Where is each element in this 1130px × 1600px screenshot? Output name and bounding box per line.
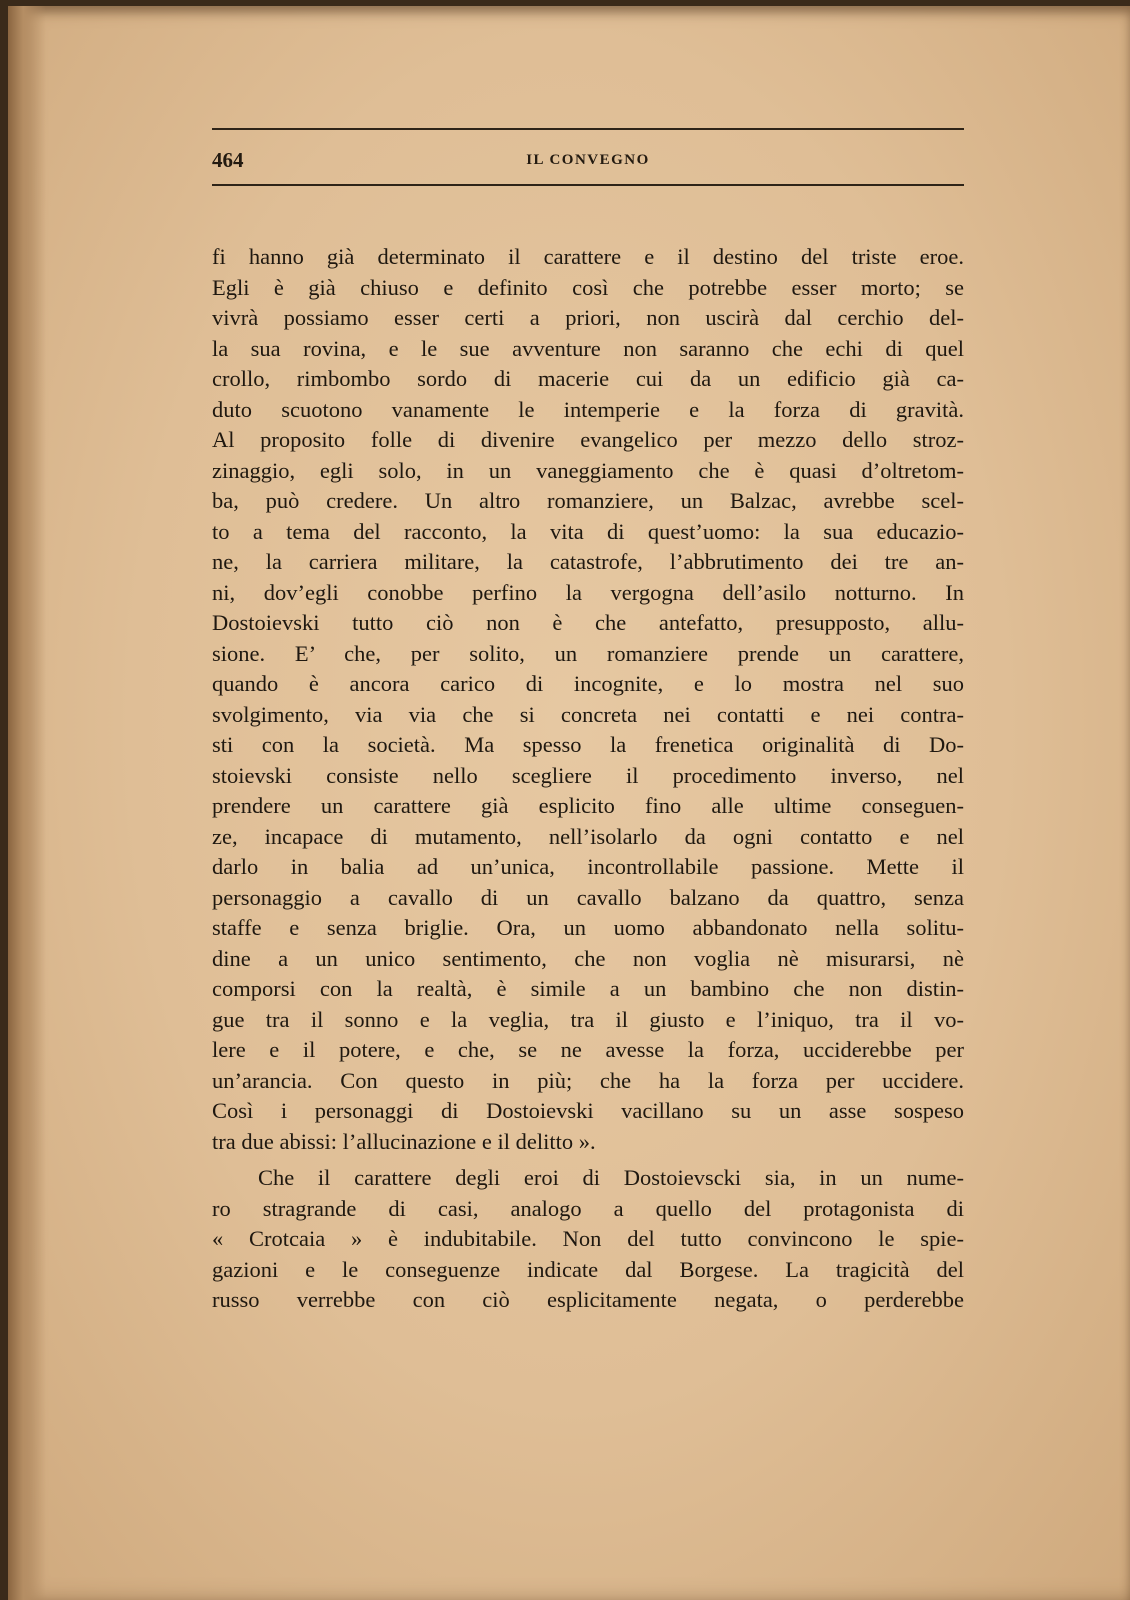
text-line: crollo, rimbombo sordo di macerie cui da un edificio già ca- [212, 366, 964, 391]
text-line: la sua rovina, e le sue avventure non saranno che echi di quel [212, 335, 964, 361]
text-line: fi hanno già determinato il carattere e il destino del triste eroe. [212, 244, 964, 269]
text-line: ba, può credere. Un altro romanziere, un Balzac, avrebbe scel- [212, 488, 964, 513]
body-text [212, 242, 964, 1316]
text-line: prendere un carattere già esplicito fino alle ultime conseguen- [212, 793, 964, 818]
text-line: tra due abissi: l’allucinazione e il delitto ». [212, 1128, 596, 1154]
text-line: dine a un unico sentimento, che non voglia nè misurarsi, nè [212, 945, 964, 971]
running-header [212, 148, 964, 176]
text-line: svolgimento, via via che si concreta nei contatti e nei contra- [212, 701, 964, 727]
text-line: Che il carattere degli eroi di Dostoievscki sia, in un nume- [258, 1165, 964, 1190]
text-line: « Crotcaia » è indubitabile. Non del tutto convincono le spie- [212, 1226, 964, 1251]
text-line: to a tema del racconto, la vita di quest’uomo: la sua educazio- [212, 518, 964, 544]
text-line: duto scuotono vanamente le intemperie e la forza di gravità. [212, 396, 964, 422]
text-line: ne, la carriera militare, la catastrofe, l’abbrutimento dei tre an- [212, 549, 964, 574]
text-line: quando è ancora carico di incognite, e lo mostra nel suo [212, 671, 964, 696]
text-line: lere e il potere, e che, se ne avesse la forza, ucciderebbe per [212, 1037, 964, 1062]
page-number: 464 [212, 148, 244, 172]
paragraph [212, 242, 964, 1157]
text-line: ze, incapace di mutamento, nell’isolarlo da ogni contatto e nel [212, 823, 964, 849]
text-line: un’arancia. Con questo in più; che ha la forza per uccidere. [212, 1067, 964, 1093]
text-line: Egli è già chiuso e definito così che potrebbe esser morto; se [212, 274, 964, 300]
text-line: staffe e senza briglie. Ora, un uomo abbandonato nella solitu- [212, 915, 964, 940]
text-line: personaggio a cavallo di un cavallo balzano da quattro, senza [212, 884, 964, 910]
text-line: vivrà possiamo esser certi a priori, non uscirà dal cerchio del- [212, 305, 964, 330]
text-line: gazioni e le conseguenze indicate dal Borgese. La tragicità del [212, 1256, 964, 1282]
text-line: ni, dov’egli conobbe perfino la vergogna dell’asilo notturno. In [212, 579, 964, 605]
text-line: Dostoievski tutto ciò non è che antefatto, presupposto, allu- [212, 610, 964, 635]
text-line: comporsi con la realtà, è simile a un bambino che non distin- [212, 976, 964, 1001]
page-gutter-shadow [8, 6, 46, 1600]
paragraph [212, 1163, 964, 1316]
text-line: sti con la società. Ma spesso la frenetica originalità di Do- [212, 732, 964, 757]
text-line: sione. E’ che, per solito, un romanziere prende un carattere, [212, 640, 964, 666]
running-title: IL CONVEGNO [526, 152, 650, 168]
text-line: zinaggio, egli solo, in un vaneggiamento che è quasi d’oltretom- [212, 457, 964, 483]
text-line: ro stragrande di casi, analogo a quello del protagonista di [212, 1195, 964, 1221]
text-line: Al proposito folle di divenire evangelico per mezzo dello stroz- [212, 427, 964, 452]
header-top-rule [212, 128, 964, 130]
text-line: stoievski consiste nello scegliere il procedimento inverso, nel [212, 762, 964, 788]
text-line: gue tra il sonno e la veglia, tra il giusto e l’iniquo, tra il vo- [212, 1006, 964, 1032]
text-line: Così i personaggi di Dostoievski vacillano su un asse sospeso [212, 1098, 964, 1123]
header-bottom-rule [212, 184, 964, 186]
text-line: russo verrebbe con ciò esplicitamente negata, o perderebbe [212, 1287, 964, 1312]
text-line: darlo in balia ad un’unica, incontrollabile passione. Mette il [212, 854, 964, 879]
